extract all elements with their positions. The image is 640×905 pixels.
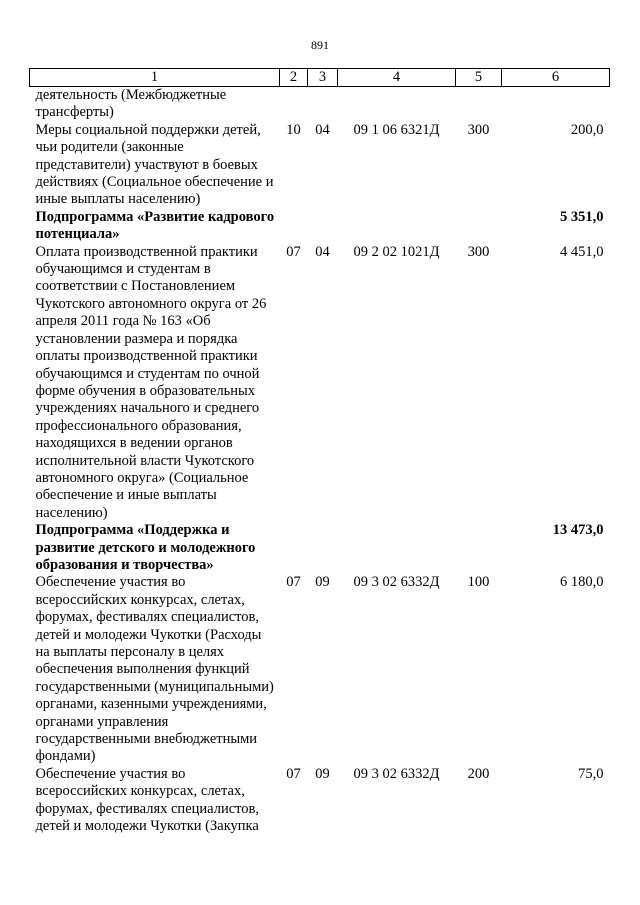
row-section	[280, 522, 308, 574]
row-target-code: 09 1 06 6321Д	[353, 121, 440, 138]
row-target-code	[338, 87, 456, 122]
header-col-2: 2	[280, 69, 308, 87]
header-col-3: 3	[308, 69, 338, 87]
row-amount: 4 451,0	[560, 243, 604, 260]
row-amount: 75,0	[578, 765, 604, 782]
row-section	[280, 87, 308, 122]
row-amount: 6 180,0	[560, 574, 604, 591]
row-amount: 200,0	[570, 121, 604, 138]
table-row	[30, 574, 610, 765]
row-subsection	[308, 522, 338, 574]
row-description: Подпрограмма «Развитие кадрового потенциала»	[35, 208, 275, 243]
header-col-6: 6	[502, 69, 610, 87]
row-section: 07	[286, 243, 301, 260]
table-row	[30, 122, 610, 209]
row-expense-type: 300	[467, 243, 490, 260]
row-expense-type	[456, 87, 502, 122]
row-subsection	[308, 87, 338, 122]
row-section: 07	[286, 574, 301, 591]
table-row	[30, 244, 610, 523]
row-subsection: 04	[315, 121, 330, 138]
header-col-5: 5	[456, 69, 502, 87]
row-expense-type: 300	[467, 121, 490, 138]
row-subsection: 09	[315, 574, 330, 591]
row-description: деятельность (Межбюджетные трансферты)	[35, 87, 227, 121]
row-target-code: 09 2 02 1021Д	[353, 243, 440, 260]
row-target-code	[338, 209, 456, 244]
row-section	[280, 209, 308, 244]
row-expense-type: 100	[467, 574, 490, 591]
row-amount	[502, 87, 610, 122]
row-description: Меры социальной поддержки детей, чьи родители (законные представители) участвуют в боевых действиях (Социальное обеспечение и иные выплаты населению)	[35, 121, 274, 208]
row-target-code: 09 3 02 6332Д	[353, 765, 440, 782]
header-row	[30, 69, 610, 87]
budget-table	[29, 68, 610, 835]
header-col-4: 4	[338, 69, 456, 87]
row-description: Подпрограмма «Поддержка и развитие детского и молодежного образования и творчества»	[35, 522, 256, 573]
row-description: Оплата производственной практики обучающимся и студентам в соответствии с Постановлением Чукотского автономного округа от 26 апреля 2011 года № 163 «Об установлении размера и порядка оплаты производственной практики обучающимся и студентам по очной форме обучения в образовательных учреждениях начального и среднего профессионального образования, находящихся в ведении органов исполнительной власти Чукотского автономного округа» (Социальное обеспечение и иные выплаты населению)	[35, 243, 267, 521]
subprogram-row	[30, 522, 610, 574]
row-subsection: 09	[315, 765, 330, 782]
row-target-code: 09 3 02 6332Д	[353, 574, 440, 591]
subprogram-row	[30, 209, 610, 244]
row-subsection: 04	[315, 243, 330, 260]
row-amount: 13 473,0	[552, 522, 604, 539]
row-amount: 5 351,0	[560, 208, 604, 225]
table-row	[30, 766, 610, 836]
row-subsection	[308, 209, 338, 244]
row-expense-type	[456, 522, 502, 574]
row-section: 07	[286, 765, 301, 782]
row-expense-type	[456, 209, 502, 244]
row-target-code	[338, 522, 456, 574]
table-row	[30, 87, 610, 122]
header-col-1: 1	[30, 69, 280, 87]
row-description: Обеспечение участия во всероссийских конкурсах, слетах, форумах, фестивалях специалистов, детей и молодежи Чукотки (Расходы на выплаты персоналу в целях обеспечения выполнения функций государственными (муниципальными) органами, казенными учреждениями, органами управления государственными внебюджетными фондами)	[35, 574, 274, 765]
page-number: 891	[311, 38, 329, 52]
row-expense-type: 200	[467, 765, 490, 782]
row-section: 10	[286, 121, 301, 138]
row-description: Обеспечение участия во всероссийских конкурсах, слетах, форумах, фестивалях специалистов, детей и молодежи Чукотки (Закупка	[35, 765, 260, 835]
